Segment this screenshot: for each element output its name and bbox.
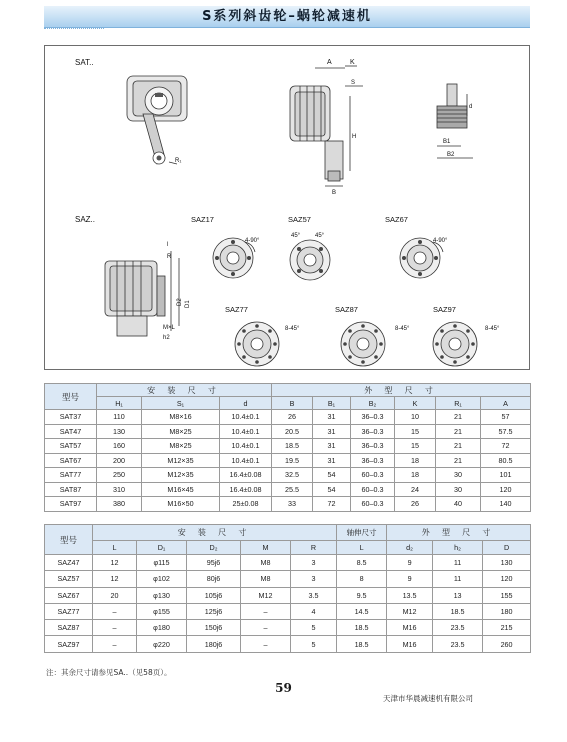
dim-d-label: d <box>469 104 473 110</box>
table-cell: 26 <box>272 410 313 425</box>
table-cell: 72 <box>481 439 531 454</box>
table-cell: – <box>241 636 291 652</box>
table-cell: 60–0.3 <box>351 468 395 483</box>
table-row <box>45 468 531 483</box>
table-row <box>45 424 531 439</box>
saz17-flange <box>213 238 260 278</box>
table-cell: 8 <box>337 571 387 587</box>
table-cell: 80.5 <box>481 453 531 468</box>
saz-side-view <box>105 242 191 341</box>
table-row <box>45 482 531 497</box>
table-cell: 15 <box>395 424 436 439</box>
table-cell: M8 <box>241 555 291 571</box>
saz97-angle: 8-45° <box>485 326 500 332</box>
table-cell: – <box>93 620 137 636</box>
column-header: d <box>220 397 272 410</box>
table-row <box>45 603 531 619</box>
table-cell: 16.4±0.08 <box>220 468 272 483</box>
column-header: H₁ <box>97 397 142 410</box>
saz87-label: SAZ87 <box>335 305 358 314</box>
column-header: L <box>337 541 387 555</box>
table-cell: 72 <box>313 497 351 512</box>
table-cell: 130 <box>97 424 142 439</box>
footnote: 注：其余尺寸请参见SA..（见58页）。 <box>46 668 172 677</box>
table-cell: 9 <box>387 555 433 571</box>
table-cell: M16 <box>387 636 433 652</box>
table-cell: 32.5 <box>272 468 313 483</box>
model-cell: SAZ77 <box>45 603 93 619</box>
table-cell: 130 <box>483 555 531 571</box>
model-cell: SAT67 <box>45 453 97 468</box>
table-cell: M8 <box>241 571 291 587</box>
table-cell: 21 <box>436 453 481 468</box>
title-underline <box>44 28 104 31</box>
table-cell: 36–0.3 <box>351 453 395 468</box>
column-header: D₂ <box>187 541 241 555</box>
table-cell: – <box>241 620 291 636</box>
saz67-angle: 4-90° <box>433 238 448 244</box>
table-cell: M16×45 <box>142 482 220 497</box>
sat-label: SAT.. <box>75 58 94 67</box>
saz17-angle: 4-90° <box>245 238 260 244</box>
sat-dimension-table <box>44 383 531 512</box>
dim-a-label: A <box>327 59 332 66</box>
table-cell: 18.5 <box>337 636 387 652</box>
outline-dims-header: 外 型 尺 寸 <box>387 525 531 541</box>
dim-l-label: l <box>167 242 169 248</box>
table-cell: M12×35 <box>142 453 220 468</box>
column-header: S₁ <box>142 397 220 410</box>
table-cell: 160 <box>97 439 142 454</box>
table-cell: 40 <box>436 497 481 512</box>
table-cell: 8.5 <box>337 555 387 571</box>
dim-k-label: K <box>350 59 355 66</box>
model-cell: SAZ87 <box>45 620 93 636</box>
table-cell: 24 <box>395 482 436 497</box>
table-cell: 310 <box>97 482 142 497</box>
table-cell: 80j6 <box>187 571 241 587</box>
saz-dimension-table <box>44 524 531 653</box>
table-cell: 101 <box>481 468 531 483</box>
table-cell: 23.5 <box>433 636 483 652</box>
model-cell: SAT57 <box>45 439 97 454</box>
saz-label: SAZ.. <box>75 215 96 224</box>
table-cell: 5 <box>291 636 337 652</box>
table-cell: 54 <box>313 468 351 483</box>
table-cell: 31 <box>313 439 351 454</box>
table-cell: 60–0.3 <box>351 482 395 497</box>
table-cell: 3 <box>291 555 337 571</box>
table-cell: M8×25 <box>142 424 220 439</box>
table-row <box>45 497 531 512</box>
table-cell: 13 <box>433 587 483 603</box>
table-cell: 12 <box>93 555 137 571</box>
sat-shaft-detail <box>437 84 473 158</box>
sat-side-view <box>290 59 363 196</box>
dim-d2-label: D2 <box>177 298 183 306</box>
table-cell: M8×25 <box>142 439 220 454</box>
table-cell: 18.5 <box>272 439 313 454</box>
column-header: h₂ <box>433 541 483 555</box>
sat-front-view <box>127 76 187 164</box>
table-cell: 25.5 <box>272 482 313 497</box>
table-row <box>45 587 531 603</box>
table-cell: M12 <box>241 587 291 603</box>
table-cell: 33 <box>272 497 313 512</box>
dim-ml-label: M×L <box>163 325 175 331</box>
saz77-angle: 8-45° <box>285 326 300 332</box>
table-cell: 12 <box>93 571 137 587</box>
table-cell: 120 <box>483 571 531 587</box>
table-cell: 140 <box>481 497 531 512</box>
table-cell: 150j6 <box>187 620 241 636</box>
technical-drawing <box>45 46 531 371</box>
table-cell: M16×50 <box>142 497 220 512</box>
table-cell: 9 <box>387 571 433 587</box>
saz57-angle-left: 45° <box>291 233 301 239</box>
column-header: B <box>272 397 313 410</box>
table-cell: 31 <box>313 424 351 439</box>
table-cell: 36–0.3 <box>351 439 395 454</box>
column-header: D₁ <box>137 541 187 555</box>
model-cell: SAT37 <box>45 410 97 425</box>
table-cell: 15 <box>395 439 436 454</box>
install-dims-header: 安 装 尺 寸 <box>97 384 272 397</box>
table-cell: 11 <box>433 555 483 571</box>
table-cell: 36–0.3 <box>351 424 395 439</box>
page-number: 59 <box>275 681 292 695</box>
table-cell: φ180 <box>137 620 187 636</box>
table-cell: 10.4±0.1 <box>220 424 272 439</box>
table-cell: 18.5 <box>433 603 483 619</box>
table-cell: 19.5 <box>272 453 313 468</box>
saz57-flange <box>290 233 330 280</box>
table-cell: 18 <box>395 453 436 468</box>
table-cell: 57 <box>481 410 531 425</box>
table-cell: 30 <box>436 482 481 497</box>
table-row <box>45 636 531 652</box>
model-header: 型号 <box>45 525 93 555</box>
model-cell: SAZ47 <box>45 555 93 571</box>
saz97-label: SAZ97 <box>433 305 456 314</box>
table-cell: 30 <box>436 468 481 483</box>
table-cell: φ130 <box>137 587 187 603</box>
column-header: B₁ <box>313 397 351 410</box>
table-cell: 180j6 <box>187 636 241 652</box>
column-header: A <box>481 397 531 410</box>
table-cell: M12×35 <box>142 468 220 483</box>
table-cell: 31 <box>313 410 351 425</box>
table-cell: 155 <box>483 587 531 603</box>
table-cell: 57.5 <box>481 424 531 439</box>
model-cell: SAT97 <box>45 497 97 512</box>
column-header: R <box>291 541 337 555</box>
dim-r-label: R <box>167 254 172 260</box>
table-cell: 13.5 <box>387 587 433 603</box>
table-cell: 20.5 <box>272 424 313 439</box>
table-cell: 125j6 <box>187 603 241 619</box>
svg-text:R₁: R₁ <box>175 158 182 164</box>
table-cell: 3.5 <box>291 587 337 603</box>
table-cell: 200 <box>97 453 142 468</box>
dim-d1-label: D1 <box>185 300 191 308</box>
model-cell: SAZ97 <box>45 636 93 652</box>
table-row <box>45 571 531 587</box>
table-cell: 16.4±0.08 <box>220 482 272 497</box>
saz57-label: SAZ57 <box>288 215 311 224</box>
table-cell: 110 <box>97 410 142 425</box>
table-cell: 18.5 <box>337 620 387 636</box>
table-cell: 20 <box>93 587 137 603</box>
table-cell: 380 <box>97 497 142 512</box>
column-header: D <box>483 541 531 555</box>
dim-s-label: S <box>351 80 356 86</box>
outline-dims-header: 外 型 尺 寸 <box>272 384 531 397</box>
table-cell: 10.4±0.1 <box>220 410 272 425</box>
table-cell: φ155 <box>137 603 187 619</box>
table-cell: – <box>241 603 291 619</box>
table-row <box>45 410 531 425</box>
technical-drawing-panel <box>44 45 530 370</box>
saz67-label: SAZ67 <box>385 215 408 224</box>
table-cell: 23.5 <box>433 620 483 636</box>
table-row <box>45 555 531 571</box>
table-cell: 14.5 <box>337 603 387 619</box>
table-cell: 260 <box>483 636 531 652</box>
column-header: L <box>93 541 137 555</box>
table-cell: 95j6 <box>187 555 241 571</box>
table-cell: 120 <box>481 482 531 497</box>
table-cell: 25±0.08 <box>220 497 272 512</box>
column-header: R₁ <box>436 397 481 410</box>
dim-h2-label: h2 <box>163 335 170 341</box>
table-cell: – <box>93 636 137 652</box>
table-cell: 26 <box>395 497 436 512</box>
saz17-label: SAZ17 <box>191 215 214 224</box>
install-dims-header: 安 装 尺 寸 <box>93 525 337 541</box>
table-cell: M16 <box>387 620 433 636</box>
saz67-flange <box>400 238 448 278</box>
table-cell: φ220 <box>137 636 187 652</box>
dim-b-label: B <box>332 190 337 196</box>
model-cell: SAT87 <box>45 482 97 497</box>
table-row <box>45 620 531 636</box>
table-row <box>45 439 531 454</box>
table-cell: 18 <box>395 468 436 483</box>
saz87-angle: 8-45° <box>395 326 410 332</box>
table-cell: – <box>93 603 137 619</box>
table-cell: 5 <box>291 620 337 636</box>
saz97-flange <box>433 322 500 366</box>
table-cell: 54 <box>313 482 351 497</box>
saz57-angle-right: 45° <box>315 233 325 239</box>
dim-h-label: H <box>352 134 357 140</box>
table-cell: φ115 <box>137 555 187 571</box>
table-cell: 21 <box>436 410 481 425</box>
dim-b1-label: B1 <box>443 139 451 145</box>
table-cell: 10.4±0.1 <box>220 439 272 454</box>
company-name: 天津市华晨减速机有限公司 <box>383 694 473 703</box>
table-cell: 36–0.3 <box>351 410 395 425</box>
model-cell: SAT47 <box>45 424 97 439</box>
table-cell: 180 <box>483 603 531 619</box>
table-row <box>45 453 531 468</box>
model-cell: SAZ67 <box>45 587 93 603</box>
table-cell: 105j6 <box>187 587 241 603</box>
table-cell: 31 <box>313 453 351 468</box>
column-header: K <box>395 397 436 410</box>
table-cell: 60–0.3 <box>351 497 395 512</box>
table-cell: 3 <box>291 571 337 587</box>
saz77-flange <box>235 322 300 366</box>
column-header: B₂ <box>351 397 395 410</box>
table-cell: 10 <box>395 410 436 425</box>
page-title: S系列斜齿轮–蜗轮减速机 <box>44 6 530 28</box>
saz77-label: SAZ77 <box>225 305 248 314</box>
column-header: d₂ <box>387 541 433 555</box>
table-cell: 215 <box>483 620 531 636</box>
table-cell: M8×16 <box>142 410 220 425</box>
model-cell: SAT77 <box>45 468 97 483</box>
model-header: 型号 <box>45 384 97 410</box>
table-cell: 21 <box>436 424 481 439</box>
table-cell: 21 <box>436 439 481 454</box>
shaft-dims-header: 轴伸尺寸 <box>337 525 387 541</box>
model-cell: SAZ57 <box>45 571 93 587</box>
table-cell: φ102 <box>137 571 187 587</box>
table-cell: M12 <box>387 603 433 619</box>
saz87-flange <box>341 322 410 366</box>
table-cell: 250 <box>97 468 142 483</box>
table-cell: 11 <box>433 571 483 587</box>
dim-b2-label: B2 <box>447 152 455 158</box>
table-cell: 9.5 <box>337 587 387 603</box>
column-header: M <box>241 541 291 555</box>
table-cell: 4 <box>291 603 337 619</box>
table-cell: 10.4±0.1 <box>220 453 272 468</box>
